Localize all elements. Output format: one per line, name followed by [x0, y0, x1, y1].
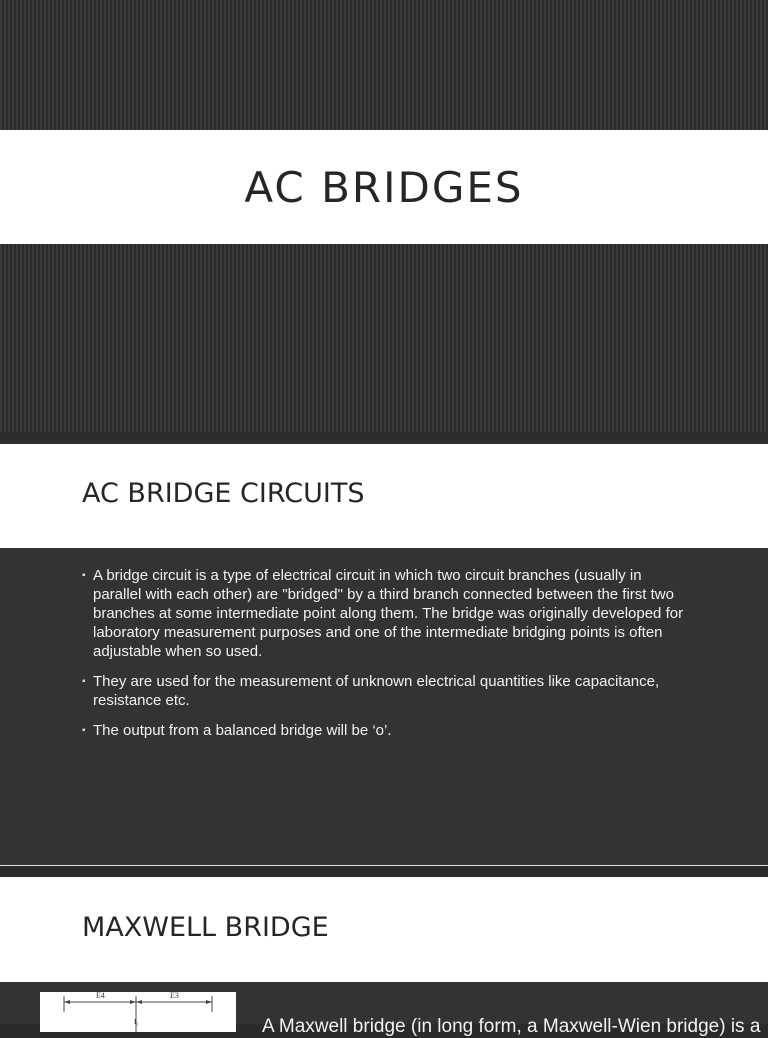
- maxwell-bridge-slide: [0, 877, 768, 1037]
- slide-title: MAXWELL BRIDGE: [82, 912, 329, 943]
- slide-body: [0, 982, 768, 1037]
- bullet-text: The output from a balanced bridge will be ‘o’.: [93, 722, 392, 739]
- bullet-item: [80, 721, 692, 740]
- slide-title: AC BRIDGE CIRCUITS: [82, 478, 365, 509]
- presentation-title: AC BRIDGES: [244, 162, 524, 212]
- maxwell-bridge-circuit-diagram: [40, 992, 236, 1032]
- slide-title-band: [0, 444, 768, 548]
- bullet-icon: ▪: [82, 725, 86, 736]
- bullet-text: A bridge circuit is a type of electrical circuit in which two circuit branches (usually in parallel with each other) are "bridged" by a third branch connected between the first two branches at some intermediate point along them. The bridge was originally developed for laboratory measurement purposes and one of the intermediate bridging points is often adjustable when so used.: [93, 567, 684, 660]
- slide-title-band: [0, 877, 768, 982]
- slide-separator: [0, 866, 768, 877]
- slide-body: [0, 548, 768, 865]
- bullet-list: [80, 566, 692, 751]
- title-band: [0, 130, 768, 244]
- bullet-text: They are used for the measurement of unknown electrical quantities like capacitance, resistance etc.: [93, 673, 660, 709]
- title-slide: [0, 0, 768, 444]
- slide-body-text: A Maxwell bridge (in long form, a Maxwell-Wien bridge) is a: [262, 1016, 761, 1037]
- bullet-icon: ▪: [82, 570, 86, 581]
- striped-header-band: [0, 0, 768, 130]
- ac-bridge-circuits-slide: [0, 444, 768, 877]
- bullet-item: [80, 566, 692, 661]
- dimension-label-e4: E4: [96, 991, 105, 1000]
- circuit-diagram-svg: [40, 992, 236, 1032]
- striped-footer-band: [0, 244, 768, 432]
- dimension-label-e3: E3: [170, 991, 179, 1000]
- bullet-item: [80, 672, 692, 710]
- bullet-icon: ▪: [82, 676, 86, 687]
- slide-separator: [0, 432, 768, 444]
- current-label-i1: I₁: [134, 1018, 139, 1026]
